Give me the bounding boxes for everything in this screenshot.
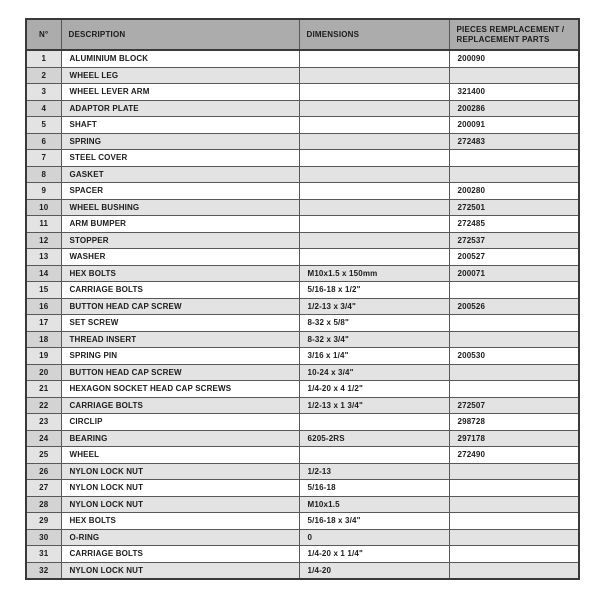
cell-part-number: 200090 <box>449 50 579 67</box>
cell-number: 28 <box>26 496 61 513</box>
cell-dimensions: 5/16-18 x 3/4" <box>299 513 449 530</box>
table-row <box>26 529 579 546</box>
cell-dimensions <box>299 100 449 117</box>
cell-dimensions <box>299 232 449 249</box>
cell-description: SET SCREW <box>61 315 299 332</box>
cell-dimensions: 3/16 x 1/4" <box>299 348 449 365</box>
cell-description: SHAFT <box>61 117 299 134</box>
cell-part-number: 272485 <box>449 216 579 233</box>
cell-part-number <box>449 166 579 183</box>
cell-number: 21 <box>26 381 61 398</box>
table-row <box>26 183 579 200</box>
cell-number: 27 <box>26 480 61 497</box>
cell-number: 26 <box>26 463 61 480</box>
cell-part-number: 200527 <box>449 249 579 266</box>
cell-description: HEX BOLTS <box>61 513 299 530</box>
cell-part-number <box>449 480 579 497</box>
table-row <box>26 166 579 183</box>
cell-description: WHEEL BUSHING <box>61 199 299 216</box>
cell-description: CARRIAGE BOLTS <box>61 397 299 414</box>
cell-description: HEX BOLTS <box>61 265 299 282</box>
cell-dimensions <box>299 183 449 200</box>
cell-part-number <box>449 513 579 530</box>
table-row <box>26 397 579 414</box>
cell-part-number: 298728 <box>449 414 579 431</box>
cell-dimensions <box>299 133 449 150</box>
table-header <box>26 19 579 50</box>
cell-description: BEARING <box>61 430 299 447</box>
cell-part-number: 272490 <box>449 447 579 464</box>
cell-part-number: 272507 <box>449 397 579 414</box>
table-row <box>26 315 579 332</box>
table-row <box>26 513 579 530</box>
table-row <box>26 496 579 513</box>
cell-dimensions: 8-32 x 5/8" <box>299 315 449 332</box>
cell-description: BUTTON HEAD CAP SCREW <box>61 298 299 315</box>
cell-dimensions: M10x1.5 x 150mm <box>299 265 449 282</box>
cell-number: 25 <box>26 447 61 464</box>
cell-number: 12 <box>26 232 61 249</box>
cell-dimensions: M10x1.5 <box>299 496 449 513</box>
table-row <box>26 348 579 365</box>
table-row <box>26 447 579 464</box>
cell-dimensions: 1/2-13 x 1 3/4" <box>299 397 449 414</box>
cell-description: ADAPTOR PLATE <box>61 100 299 117</box>
cell-number: 24 <box>26 430 61 447</box>
cell-dimensions <box>299 117 449 134</box>
cell-dimensions <box>299 199 449 216</box>
cell-description: CIRCLIP <box>61 414 299 431</box>
cell-description: SPACER <box>61 183 299 200</box>
cell-description: STOPPER <box>61 232 299 249</box>
table-row <box>26 232 579 249</box>
cell-part-number: 272501 <box>449 199 579 216</box>
cell-dimensions <box>299 150 449 167</box>
cell-part-number: 200071 <box>449 265 579 282</box>
table-row <box>26 282 579 299</box>
cell-number: 2 <box>26 67 61 84</box>
cell-number: 22 <box>26 397 61 414</box>
cell-part-number <box>449 463 579 480</box>
cell-number: 30 <box>26 529 61 546</box>
table-row <box>26 430 579 447</box>
cell-number: 20 <box>26 364 61 381</box>
cell-dimensions <box>299 414 449 431</box>
cell-description: GASKET <box>61 166 299 183</box>
cell-number: 23 <box>26 414 61 431</box>
cell-description: SPRING PIN <box>61 348 299 365</box>
cell-dimensions: 5/16-18 <box>299 480 449 497</box>
cell-dimensions <box>299 84 449 101</box>
cell-part-number <box>449 364 579 381</box>
table-row <box>26 414 579 431</box>
cell-description: WHEEL LEVER ARM <box>61 84 299 101</box>
cell-description: O-RING <box>61 529 299 546</box>
table-row <box>26 265 579 282</box>
cell-part-number: 321400 <box>449 84 579 101</box>
cell-dimensions: 1/2-13 <box>299 463 449 480</box>
cell-dimensions: 0 <box>299 529 449 546</box>
cell-number: 7 <box>26 150 61 167</box>
cell-dimensions: 1/4-20 x 4 1/2" <box>299 381 449 398</box>
cell-number: 1 <box>26 50 61 67</box>
table-row <box>26 150 579 167</box>
cell-number: 32 <box>26 562 61 579</box>
col-header-parts: PIECES REMPLACEMENT / REPLACEMENT PARTS <box>449 19 579 50</box>
cell-description: WASHER <box>61 249 299 266</box>
cell-number: 10 <box>26 199 61 216</box>
cell-number: 3 <box>26 84 61 101</box>
cell-part-number: 200526 <box>449 298 579 315</box>
cell-dimensions: 5/16-18 x 1/2" <box>299 282 449 299</box>
table-row <box>26 117 579 134</box>
cell-part-number: 200091 <box>449 117 579 134</box>
table-row <box>26 84 579 101</box>
cell-part-number: 200280 <box>449 183 579 200</box>
cell-description: WHEEL LEG <box>61 67 299 84</box>
cell-description: WHEEL <box>61 447 299 464</box>
cell-part-number <box>449 381 579 398</box>
cell-description: THREAD INSERT <box>61 331 299 348</box>
cell-dimensions: 1/2-13 x 3/4" <box>299 298 449 315</box>
cell-description: SPRING <box>61 133 299 150</box>
cell-number: 11 <box>26 216 61 233</box>
table-row <box>26 364 579 381</box>
table-row <box>26 133 579 150</box>
cell-part-number: 272537 <box>449 232 579 249</box>
cell-part-number <box>449 562 579 579</box>
table-row <box>26 463 579 480</box>
cell-dimensions <box>299 67 449 84</box>
cell-description: ARM BUMPER <box>61 216 299 233</box>
cell-part-number <box>449 150 579 167</box>
cell-number: 29 <box>26 513 61 530</box>
table-row <box>26 480 579 497</box>
cell-description: ALUMINIUM BLOCK <box>61 50 299 67</box>
cell-number: 17 <box>26 315 61 332</box>
header-row <box>26 19 579 50</box>
cell-part-number <box>449 546 579 563</box>
cell-description: STEEL COVER <box>61 150 299 167</box>
cell-dimensions <box>299 50 449 67</box>
table-row <box>26 298 579 315</box>
cell-description: CARRIAGE BOLTS <box>61 282 299 299</box>
cell-description: NYLON LOCK NUT <box>61 496 299 513</box>
cell-part-number: 200286 <box>449 100 579 117</box>
cell-dimensions: 10-24 x 3/4" <box>299 364 449 381</box>
table-row <box>26 216 579 233</box>
cell-number: 13 <box>26 249 61 266</box>
cell-number: 6 <box>26 133 61 150</box>
table-row <box>26 562 579 579</box>
cell-description: CARRIAGE BOLTS <box>61 546 299 563</box>
cell-part-number <box>449 315 579 332</box>
cell-part-number <box>449 529 579 546</box>
cell-part-number: 272483 <box>449 133 579 150</box>
cell-description: BUTTON HEAD CAP SCREW <box>61 364 299 381</box>
cell-dimensions <box>299 447 449 464</box>
cell-number: 5 <box>26 117 61 134</box>
cell-dimensions: 1/4-20 <box>299 562 449 579</box>
col-header-dimensions: DIMENSIONS <box>299 19 449 50</box>
cell-dimensions <box>299 166 449 183</box>
cell-dimensions: 6205-2RS <box>299 430 449 447</box>
table-row <box>26 331 579 348</box>
parts-table-container <box>25 18 580 580</box>
cell-part-number <box>449 282 579 299</box>
table-row <box>26 381 579 398</box>
cell-part-number <box>449 496 579 513</box>
cell-description: NYLON LOCK NUT <box>61 562 299 579</box>
cell-number: 19 <box>26 348 61 365</box>
table-row <box>26 249 579 266</box>
table-row <box>26 100 579 117</box>
cell-dimensions: 1/4-20 x 1 1/4" <box>299 546 449 563</box>
col-header-number: N° <box>26 19 61 50</box>
cell-dimensions <box>299 249 449 266</box>
cell-number: 16 <box>26 298 61 315</box>
table-row <box>26 50 579 67</box>
cell-part-number <box>449 67 579 84</box>
table-row <box>26 546 579 563</box>
cell-part-number <box>449 331 579 348</box>
cell-number: 31 <box>26 546 61 563</box>
cell-number: 9 <box>26 183 61 200</box>
cell-dimensions: 8-32 x 3/4" <box>299 331 449 348</box>
cell-number: 4 <box>26 100 61 117</box>
cell-description: HEXAGON SOCKET HEAD CAP SCREWS <box>61 381 299 398</box>
cell-dimensions <box>299 216 449 233</box>
cell-part-number: 297178 <box>449 430 579 447</box>
cell-number: 15 <box>26 282 61 299</box>
cell-number: 14 <box>26 265 61 282</box>
cell-number: 18 <box>26 331 61 348</box>
table-row <box>26 199 579 216</box>
parts-table <box>25 18 580 580</box>
cell-part-number: 200530 <box>449 348 579 365</box>
cell-description: NYLON LOCK NUT <box>61 463 299 480</box>
col-header-description: DESCRIPTION <box>61 19 299 50</box>
parts-table-body <box>26 50 579 579</box>
table-row <box>26 67 579 84</box>
cell-description: NYLON LOCK NUT <box>61 480 299 497</box>
cell-number: 8 <box>26 166 61 183</box>
